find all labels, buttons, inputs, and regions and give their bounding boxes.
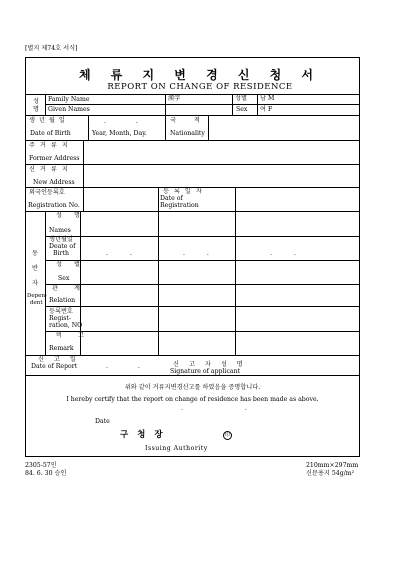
dependent-birth-label-english-2: Birth (53, 250, 69, 257)
dependent-names-label-english: Names (49, 227, 71, 234)
footer-paper-type: 신문용지 54g/m² (306, 470, 355, 477)
footer-approval-number: 2305-57인 (25, 462, 57, 469)
registration-date-label-english-1: Date of (160, 195, 183, 202)
dependent-sex-label-english: Sex (58, 275, 70, 282)
dependent-reg-label-english-1: Regist- (49, 315, 72, 322)
dependent-names-label-korean: 성 명 (56, 212, 85, 219)
certify-text-english: I hereby certify that the report on change of residence has been made as above. (66, 396, 319, 403)
dependent-birth-field-2[interactable]: . . (183, 250, 219, 257)
rule (83, 140, 84, 187)
family-name-label: Family Name (48, 96, 90, 103)
certify-text-korean: 위와 같이 거류지변경신고를 하였음을 증명합니다. (124, 384, 261, 391)
seal-icon: 印 (224, 432, 230, 438)
rule (45, 260, 360, 261)
sex-label-korean: 성별 (235, 95, 247, 102)
name-label-korean: 성 명 (33, 98, 39, 113)
new-address-label-korean: 신 거 류 지 (29, 166, 70, 173)
dependent-birth-field-1[interactable]: . . (106, 250, 142, 257)
female-option[interactable]: 여 F (260, 106, 273, 113)
authority-label-korean: 구 청 장 (120, 430, 166, 440)
dependent-reg-label-english-2: ration, NO (49, 322, 83, 329)
birth-label-english: Date of Birth (30, 130, 71, 137)
birth-format-hint: Year, Month, Day. (92, 130, 147, 137)
rule (232, 94, 233, 115)
rule (25, 164, 360, 165)
birth-label-korean: 생 년 월 일 (29, 117, 66, 124)
rule (45, 94, 46, 115)
dependent-relation-label-korean: 관 계 (52, 285, 87, 292)
rule (257, 94, 258, 115)
dependent-side-label-2: 반 (32, 265, 38, 272)
rule (165, 94, 166, 115)
registration-date-label-english-2: Registration (160, 202, 199, 209)
rule (165, 115, 166, 140)
dependent-remark-label-korean: 비 고 (56, 332, 91, 339)
registration-label-english: Registration No. (28, 202, 80, 209)
rule (45, 211, 46, 355)
rule (45, 306, 360, 307)
sex-label-english: Sex (236, 106, 248, 113)
rule (235, 187, 236, 355)
signature-label-english: Signature of applicant (170, 368, 241, 375)
form-title-korean: 체 류 지 변 경 신 청 서 (79, 68, 321, 82)
nationality-label-english: Nationality (170, 130, 205, 137)
authority-label-english: Issuing Authority (145, 445, 208, 452)
form-code: [별지 제74호 서식] (25, 45, 78, 52)
dependent-reg-label-korean: 등록번호 (49, 308, 73, 315)
certify-date-field[interactable]: . . (181, 405, 277, 412)
dependent-relation-label-english: Relation (49, 297, 76, 304)
registration-label-korean: 외국인등록호 (29, 189, 65, 196)
footer-paper-size: 210mm×297mm (306, 462, 359, 469)
dependent-side-label-3: 자 (32, 280, 38, 287)
rule (45, 104, 360, 105)
rule (88, 115, 89, 140)
rule (45, 331, 360, 332)
report-date-label-english: Date of Report (31, 363, 78, 370)
signature-label-korean: 신 고 자 성 명 (173, 361, 247, 368)
dependent-sex-label-korean: 성 별 (56, 261, 85, 268)
footer-approval-date: 84. 6. 30 승인 (25, 470, 67, 477)
dependent-birth-label-korean: 생년월일 (49, 236, 73, 243)
certify-date-label: Date (95, 418, 110, 425)
rule (158, 187, 159, 355)
report-date-field[interactable]: . . (106, 363, 154, 370)
male-option[interactable]: 남 M (260, 95, 275, 102)
dependent-side-label-en-2: dent (30, 300, 43, 306)
former-address-label-korean: 주 거 류 지 (29, 142, 70, 149)
former-address-label-english: Former Address (29, 155, 80, 162)
rule (25, 94, 360, 95)
rule (25, 115, 360, 116)
rule (83, 187, 84, 211)
dependent-birth-label-english-1: Deate of (49, 243, 76, 250)
hanja-label: 漢字 (168, 95, 181, 102)
registration-date-label-korean: 등 록 일 자 (163, 188, 204, 195)
rule (45, 236, 360, 237)
dependent-remark-label-english: Remark (49, 345, 74, 352)
rule (208, 115, 209, 140)
dependent-side-label-1: 동 (32, 250, 38, 257)
report-date-label-korean: 신 고 일 (38, 356, 80, 363)
dependent-side-label-en-1: Depen- (27, 293, 47, 299)
rule (25, 140, 360, 141)
dependent-birth-field-3[interactable]: . . (270, 250, 306, 257)
nationality-label-korean: 국 적 (170, 117, 208, 124)
rule (45, 284, 360, 285)
new-address-label-english: New Address (33, 179, 75, 186)
given-names-label: Given Names (48, 106, 90, 113)
birth-date-field[interactable]: . . (104, 118, 152, 125)
form-title-english: REPORT ON CHANGE OF RESIDENCE (107, 82, 293, 92)
